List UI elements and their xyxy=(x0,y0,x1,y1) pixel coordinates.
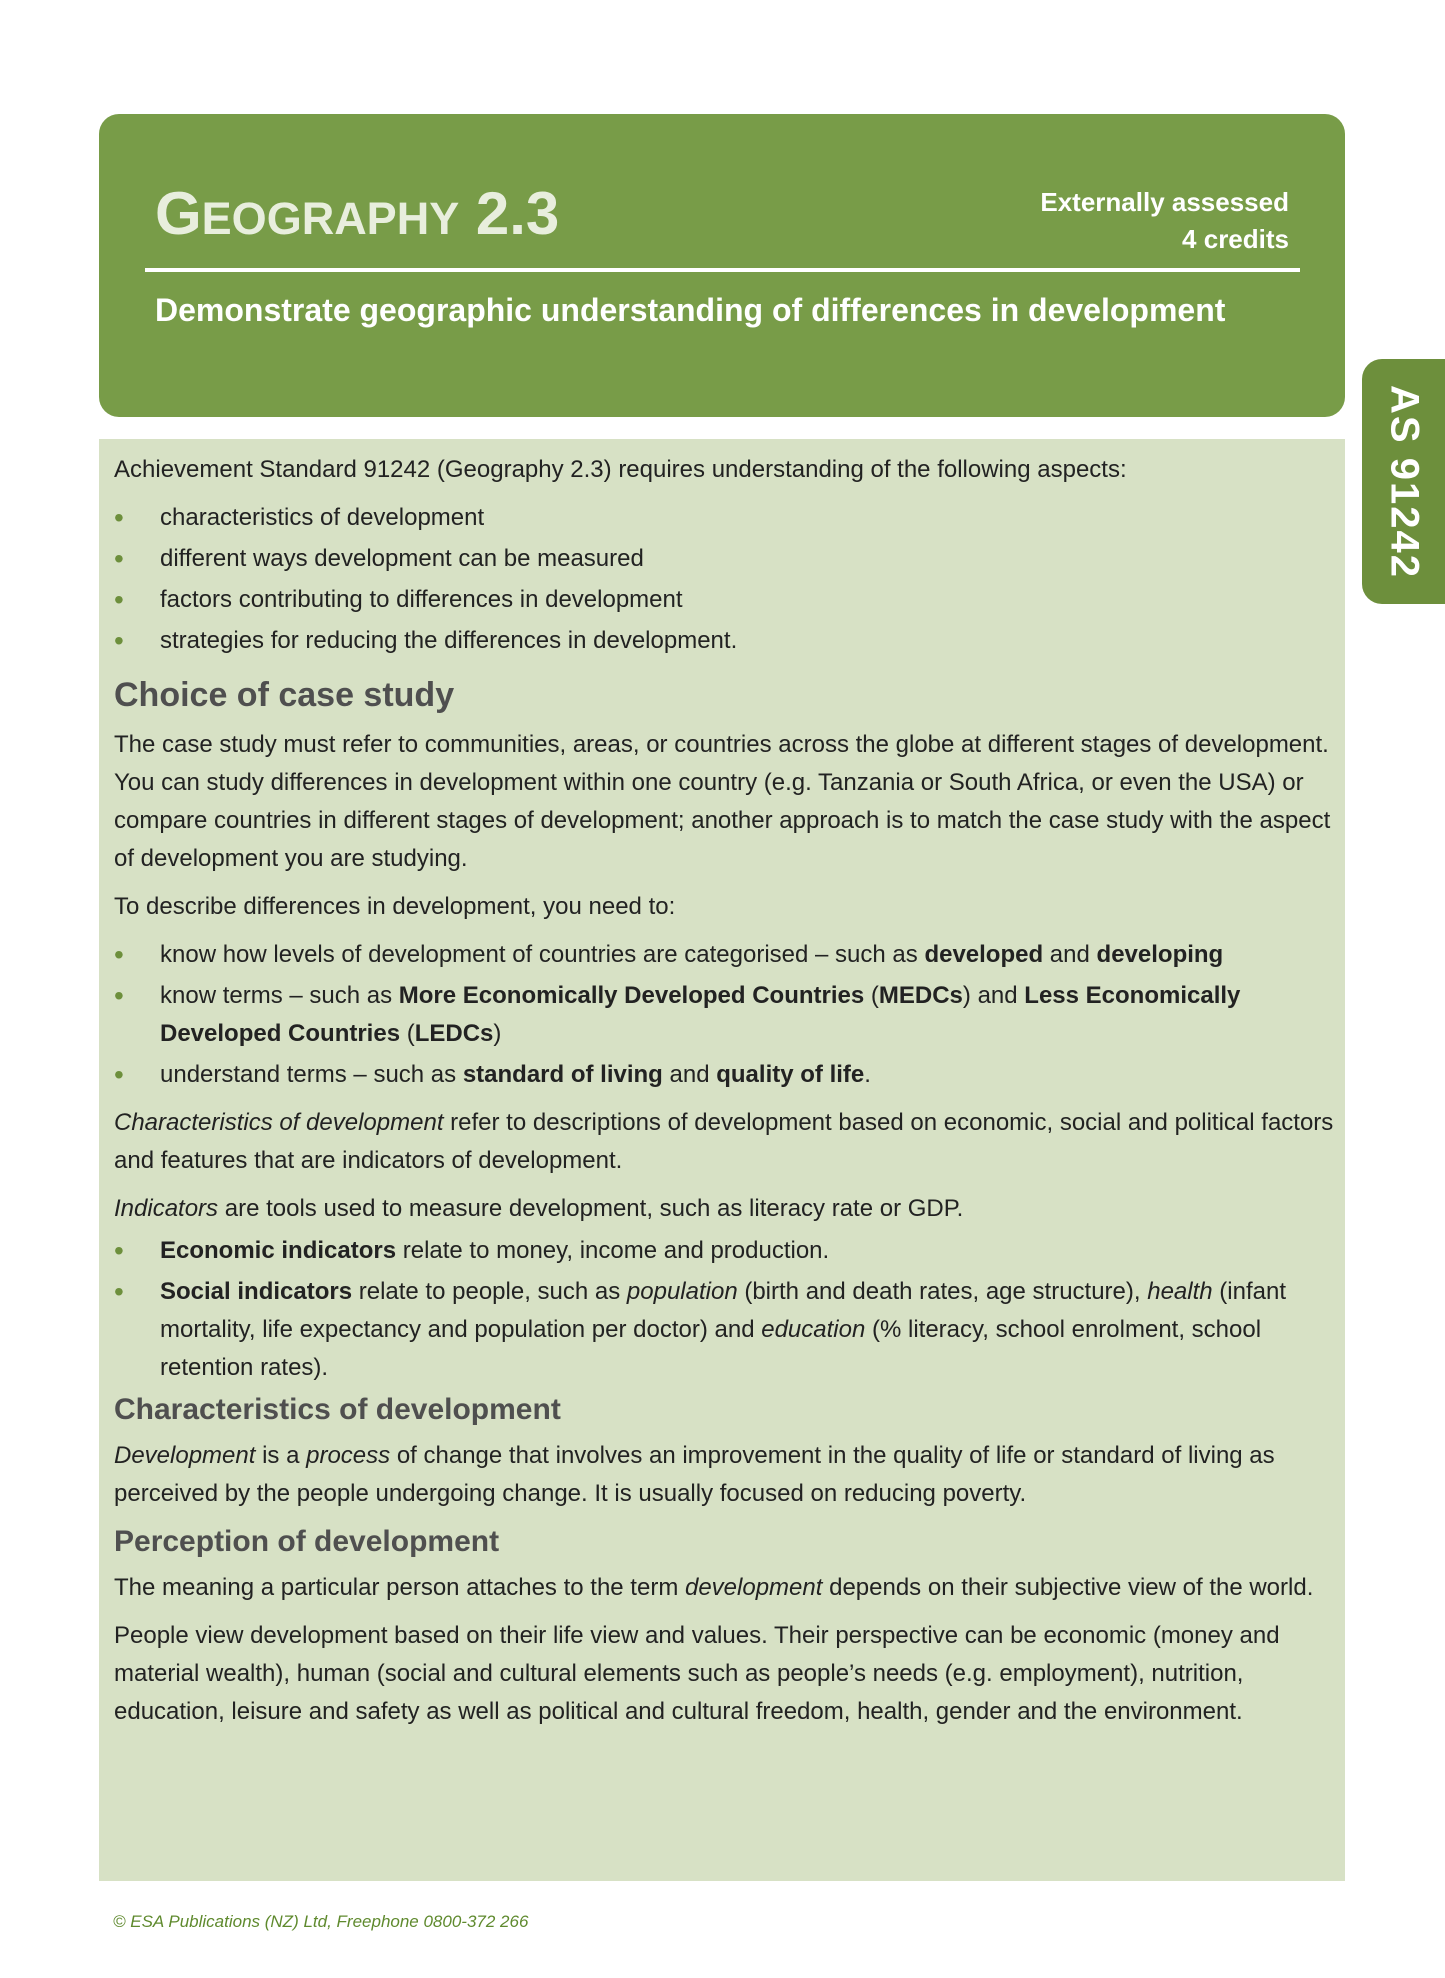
perception-paragraph-2: People view development based on their life view and values. Their perspective can be economic (money and material wealth), human (social and cultural elements such as people’s needs (e.g. employment), nutrition, education, leisure and safety as well as political and cultural freedom, health, gender and the environment. xyxy=(114,1622,1280,1725)
header-divider xyxy=(145,268,1300,272)
page-title: GEOGRAPHY 2.3 xyxy=(155,180,560,247)
side-tab-label: AS 91242 xyxy=(1382,384,1426,579)
assessment-type: Externally assessed xyxy=(1040,187,1289,217)
list-item: • understand terms – such as standard of living and quality of life. xyxy=(114,1059,871,1090)
content-panel xyxy=(99,439,1345,1881)
describe-list xyxy=(114,936,1344,1094)
footer-copyright: © ESA Publications (NZ) Ltd, Freephone 0800-372 266 xyxy=(113,1912,529,1931)
list-item: • strategies for reducing the differences in development. xyxy=(114,625,738,656)
aspects-list xyxy=(114,499,1344,660)
page-subtitle: Demonstrate geographic understanding of differences in development xyxy=(155,292,1226,328)
list-item: • Social indicators relate to people, such as population (birth and death rates, age structure), health (infant mortality, life expectancy and population per doctor) and education (% literacy, school enrolment, school retention rates). xyxy=(114,1276,1286,1381)
assessment-info xyxy=(1040,184,1289,258)
characteristics-heading: Characteristics of development xyxy=(114,1393,561,1426)
side-tab xyxy=(1362,359,1445,604)
indicators-paragraph: Indicators are tools used to measure development, such as literacy rate or GDP. xyxy=(114,1195,964,1222)
list-item: • characteristics of development xyxy=(114,502,485,533)
development-paragraph: Development is a process of change that involves an improvement in the quality of life or standard of living as perceived by the people undergoing change. It is usually focused on reducing poverty. xyxy=(114,1442,1275,1507)
list-item: • know how levels of development of countries are categorised – such as developed and developing xyxy=(114,939,1224,970)
indicators-list xyxy=(114,1232,1344,1387)
case-study-heading: Choice of case study xyxy=(114,676,455,714)
list-item: • factors contributing to differences in development xyxy=(114,584,683,615)
perception-heading: Perception of development xyxy=(114,1525,500,1558)
list-item: • different ways development can be measured xyxy=(114,543,644,574)
list-item: • know terms – such as More Economically Developed Countries (MEDCs) and Less Economically Developed Countries (LEDCs) xyxy=(114,980,1241,1047)
intro-text: Achievement Standard 91242 (Geography 2.3) requires understanding of the following aspects: xyxy=(114,456,1127,483)
credits: 4 credits xyxy=(1182,224,1289,254)
perception-paragraph-1: The meaning a particular person attaches to the term development depends on their subjective view of the world. xyxy=(114,1574,1314,1601)
characteristics-paragraph: Characteristics of development refer to descriptions of development based on economic, social and political factors and features that are indicators of development. xyxy=(114,1109,1334,1174)
describe-intro: To describe differences in development, you need to: xyxy=(114,893,676,920)
header-banner xyxy=(99,114,1345,417)
list-item: • Economic indicators relate to money, income and production. xyxy=(114,1235,830,1266)
case-study-paragraph: The case study must refer to communities, areas, or countries across the globe at different stages of development. You can study differences in development within one country (e.g. Tanzania or South Africa, or even the USA) or compare countries in different stages of development; another approach is to match the case study with the aspect of development you are studying. xyxy=(114,731,1331,872)
